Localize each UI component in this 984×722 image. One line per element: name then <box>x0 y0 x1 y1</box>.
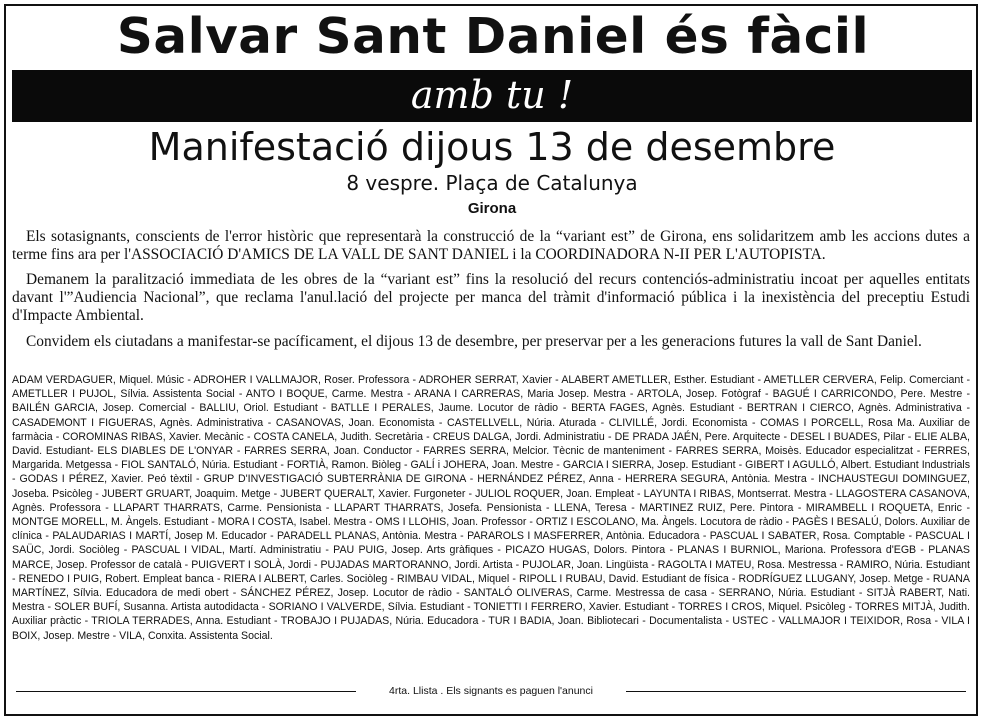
paragraph-invitation: Convidem els ciutadans a manifestar-se pacíficament, el dijous 13 de desembre, per preservar per a les generacions futures la vall de Sant Daniel. <box>26 333 922 350</box>
event-city: Girona <box>467 200 517 217</box>
event-time-place: 8 vespre. Plaça de Catalunya <box>346 171 638 195</box>
banner <box>12 70 972 122</box>
footer <box>16 683 966 699</box>
footer-note: 4rta. Llista . Els signants es paguen l'anunci <box>389 685 593 697</box>
paragraph-solidarity: Els sotasignants, conscients de l'error històric que representarà la construcció de la “variant est” de Girona, ens solidaritzem amb les accions dutes a terme fins ara per l'ASSOCIACIÓ D'AMICS DE LA VALL DE SANT DANIEL i la COORDINADORA N-II PER L'AUTOPISTA. <box>12 228 970 263</box>
signatories-list: ADAM VERDAGUER, Miquel. Músic - ADROHER I VALLMAJOR, Roser. Professora - ADROHER SERRAT, Xavier - ALABERT AMETLLER, Esther. Estudiant - AMETLLER CERVERA, Felip. Comerciant - AMETLLER I PUJOL, Sílvia. Assistenta Social - ANTO I BOQUE, Carme. Mestra - ARANA I CARRERAS, Maria Josep. Mestra - ARTOLA, Josep. Fotògraf - BAGUÉ I CARRICONDO, Pere. Mestre - BAILÉN GARCIA, Josep. Comercial - BALLIU, Oriol. Estudiant - BATLLE I PERALES, Jaume. Locutor de ràdio - BERTA FAGES, Agnès. Estudiant - BERTRAN I CIERCO, Agnès. Administrativa - CASADEMONT I FIGUERAS, Agnès. Administrativa - CASANOVAS, Joan. Economista - CASTELLVELL, Núria. Aturada - CLIVILLÉ, Jordi. Economista - COMAS I PORCELL, Rosa Ma. Auxiliar de farmàcia - COROMINAS RIBAS, Xavier. Mecànic - COSTA CANELA, Judith. Secretària - CREUS DALGA, Jordi. Administratiu - DE PRADA JAÉN, Pere. Arquitecte - DESEL I BUADES, Pilar - ELIE ALBA, David. Estudiant- ELS DIABLES DE L'ONYAR - FARRES SERRA, Joan. Conductor - FARRES SERRA, Melcior. Tècnic de manteniment - FARRES SERRA, Moisès. Educador especialitzat - FERRES, Margarida. Metgessa - FIOL SANTALÓ, Núria. Estudiant - FORTIÀ, Ramon. Biòleg - GALÍ i JOHERA, Joan. Mestre - GARCIA I SIERRA, Josep. Estudiant - GIBERT I AGULLÓ, Albert. Estudiant Industrials - GODAS I PÉREZ, Xavier. Peó tèxtil - GRUP D'INVESTIGACIÓ SUBTERRÀNIA DE GIRONA - HERNÁNDEZ PÉREZ, Anna - HERRERA SEGURA, Antònia. Mestra - INCHAUSTEGUI DOMINGUEZ, Joseba. Psicòleg - JUBERT GRUART, Joaquim. Metge - JUBERT QUERALT, Xavier. Furgoneter - JULIOL ROQUER, Joan. Empleat - LAYUNTA I RIBAS, Montserrat. Mestra - LLAGOSTERA CASANOVA, Agnès. Professora - LLAPART THARRATS, Carme. Pensionista - LLAPART THARRATS, Josefa. Pensionista - LLENA, Teresa - MARTINEZ RUIZ, Pere. Pintora - MIRAMBELL I ROQUETA, Enric - MONTGE MORELL, M. Àngels. Estudiant - MORA I COSTA, Isabel. Mestra - OMS I LLOHIS, Joan. Professor - ORTIZ I ESCOLANO, Ma. Àngels. Locutora de ràdio - PAGÈS I BESALÚ, Dolors. Auxiliar de clínica - PALAUDARIAS I MARTÍ, Josep M. Educador - PARADELL PLANAS, Antònia. Mestra - PARAROLS I MASFERRER, Antònia. Educadora - PASCUAL I SABATER, Rosa. Comptable - PASCUAL I SAÜC, Jordi. Sociòleg - PASCUAL I VIDAL, Martí. Administratiu - PAU PUIG, Josep. Arts gràfiques - PICAZO HUGAS, Dolors. Pintora - PLANAS I BURNIOL, Mariona. Professora d'EGB - PLANAS MARCE, Josep. Professor de català - PUIGVERT I SOLÀ, Jordi - PUJADAS MARTORANNO, Jordi. Artista - PUJOLAR, Joan. Lingüista - RAGOLTA I MATEU, Rosa. Mestressa - RAMIRO, Núria. Estudiant - RENEDO I PUIG, Robert. Empleat banca - RIERA I ALBERT, Carles. Sociòleg - RIMBAU VIDAL, Miquel - RIPOLL I RUBAU, David. Estudiant de física - RODRÍGUEZ LLUGANY, Josep. Metge - RUANA MARTÍNEZ, Sílvia. Educadora de medi obert - SÁNCHEZ PÉREZ, Josep. Locutor de ràdio - SANTALÓ OLIVERAS, Carme. Mestressa de casa - SERRANO, Núria. Estudiant - SITJÀ RABERT, Nati. Mestra - SOLER BUFÍ, Susanna. Artista autodidacta - SORIANO I VALVERDE, Sílvia. Estudiant - TONIETTI I FERRERO, Xavier. Estudiant - TORRES I CROS, Miquel. Psicòleg - TORRES MITJÀ, Judith. Auxiliar pràctic - TRIOLA TERRADES, Anna. Estudiant - TROBAJO I PUJADAS, Núria. Educadora - TUR I BADIA, Joan. Bibliotecari - Documentalista - USTEC - VALLMAJOR I TEIXIDOR, Rosa - VILA I BOIX, Josep. Mestre - VILA, Conxita. Assistenta Social. <box>12 374 970 642</box>
event-title: Manifestació dijous 13 de desembre <box>148 125 836 169</box>
banner-text: amb tu ! <box>410 73 574 117</box>
headline: Salvar Sant Daniel és fàcil <box>116 8 870 65</box>
footer-rule-left <box>16 691 356 692</box>
paragraph-demand: Demanem la paralització immediata de les obres de la “variant est” fins la resolució del recurs contenciós-administratiu incoat per aquelles entitats davant l'”Audiencia Nacional”, que reclama l'anul.lació del projecte per manca del tràmit d'informació pública i la inexistència del preceptiu Estudi d'Impacte Ambiental. <box>12 271 970 324</box>
footer-rule-right <box>626 691 966 692</box>
